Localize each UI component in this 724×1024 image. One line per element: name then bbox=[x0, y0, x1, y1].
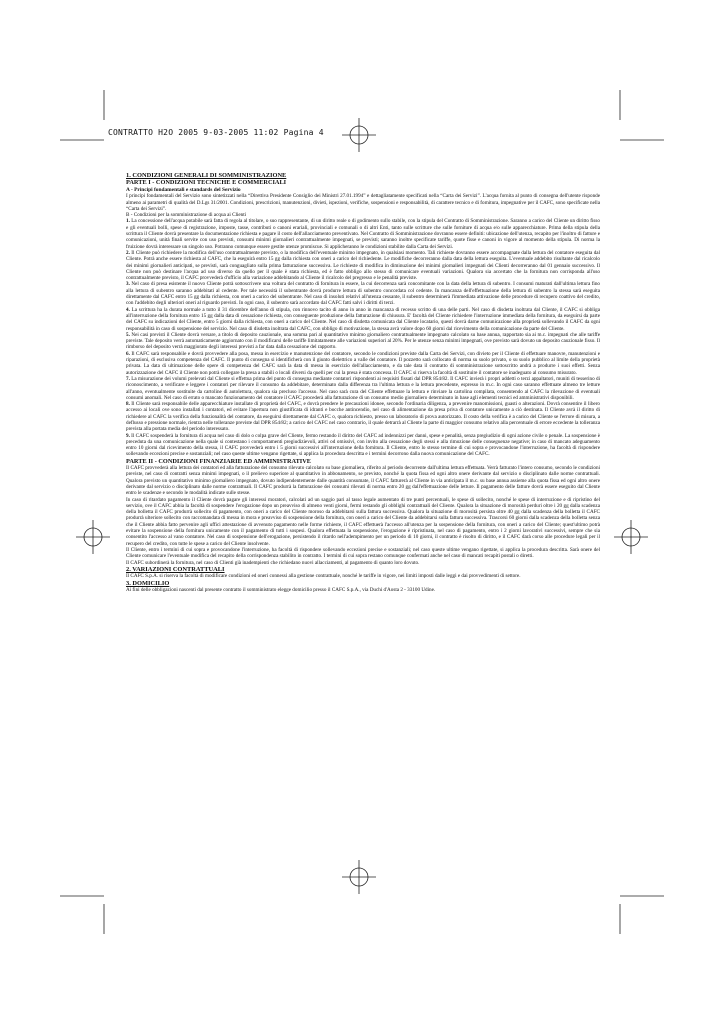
part-1-heading: PARTE I - CONDIZIONI TECNICHE E COMMERCIALI bbox=[126, 179, 287, 187]
clause-number: 2. bbox=[126, 249, 130, 256]
clause-paragraph bbox=[126, 351, 600, 376]
section-2-heading: 2. VARIAZIONI CONTRATTUALI bbox=[126, 565, 225, 573]
clause-paragraph bbox=[126, 250, 600, 281]
clause-paragraph bbox=[126, 307, 600, 332]
part-2-heading: PARTE II - CONDIZIONI FINANZIARIE ED AMMINISTRATIVE bbox=[126, 457, 311, 465]
part-2-paragraph: Il Cliente, entro i termini di cui sopra e provocandone l'interruzione, ha facoltà di rispondere sollevando eccezioni precise e sostanziali; nel caso queste ultime vengano rigettate, si applica la procedura descritta. Sarà onere del Cliente comunicare l'eventuale modifica del recapito della corrispondenza stabilito in contratto. I termini di cui sopra restano comunque confermati anche nel caso di mancati recapiti postali o diretti. bbox=[126, 546, 600, 560]
clause-paragraph bbox=[126, 281, 600, 306]
part-2-paragraph: Il CAFC subordinerà la fornitura, nel caso di Clienti già inadempienti che richiedano nuovi allacciamenti, al pagamento di quanto loro dovuto. bbox=[126, 559, 420, 566]
clause-number: 5. bbox=[126, 331, 130, 338]
section-3-paragraph: Ai fini delle obbligazioni nascenti dal presente contratto il somministrato elegge domicilio presso il CAFC S.p.A., via Duchi d'Aosta 2 - 33100 Udine. bbox=[126, 586, 436, 593]
part-2-body bbox=[126, 465, 600, 566]
clause-text: Nei casi previsti il Cliente dovrà versare, a titolo di deposito cauzionale, una somma pari al quantitativo minimo giornaliero contrattualmente impegnato calcolato su base annua, rapportato sia ai m.c. impegnati che alle tariffe previste. Tale deposito verrà automaticamente aggiornato con il modificarsi delle tariffe limitatamente alle variazioni superiori al 20%. Per le utenze senza minimi impegnati, ove previsto sarà dovuto un deposito cauzionale fisso. Il rimborso del deposito verrà maggiorato degli interessi previsti a far data dalla cessazione del rapporto. bbox=[126, 331, 600, 351]
contract-page bbox=[126, 172, 600, 593]
clause-paragraph bbox=[126, 433, 600, 458]
clause-text: Il CAFC sarà responsabile e dovrà provvedere alla posa, messa in esercizio e manutenzione del contatore, secondo le condizioni previste dalla Carta dei Servizi, con divieto per il Cliente di effettuare manovre, manutenzioni e riparazioni, di esclusiva competenza del CAFC. Il punto di consegna si identificherà con il giunto dielettrico a valle del contatore. Il pozzetto sarà collocato di norma su suolo privato, o su suolo pubblico al limite della proprietà privata. La data di ultimazione delle opere di competenza del CAFC sarà la data di messa in esercizio dell'allacciamento, e da tale data il contratto di somministrazione sottoscritto andrà a produrre i suoi effetti. Senza autorizzazione del CAFC il Cliente non potrà collegare la presa a stabili o locali diversi da quelli per cui la presa è stata concessa. Il CAFC si riserva la facoltà di sostituire il contatore se inadeguato al consumo misurato. bbox=[126, 350, 600, 376]
numbered-clauses bbox=[126, 218, 600, 457]
clause-paragraph bbox=[126, 376, 600, 401]
clause-paragraph bbox=[126, 218, 600, 249]
clause-number: 7. bbox=[126, 375, 130, 382]
clause-text: Il CAFC sospenderà la fornitura di acqua nel caso di dolo o colpa grave del Cliente, fermo restando il diritto del CAFC ad indennizzi per danni, spese e penalità, senza pregiudizio di ogni azione civile o penale. La sospensione è preceduta da una comunicazione nella quale si contestano i comportamenti pregiudizievoli, attivi od omissivi, con invito alla cessazione degli stessi e alla rimozione delle conseguenze negative; in caso di mancato adeguamento entro 10 giorni dal ricevimento della stessa, il CAFC provvederà entro i 5 giorni successivi all'interruzione della fornitura. Il Cliente, entro lo stesso termine di cui sopra e provocandone l'interruzione, ha facoltà di rispondere sollevando eccezioni precise e sostanziali; nel caso queste ultime vengano rigettate, si applica la procedura descritta e i termini decorrono dalla nuova comunicazione del CAFC. bbox=[126, 432, 600, 458]
clause-text: Il Cliente può richiedere la modifica dell'uso contrattualmente previsto, o la modifica dell'eventuale minimo impegnato, in qualsiasi momento. Tali richieste dovranno essere accompagnate dalla lettura del contatore eseguita dal Cliente. Potrà anche essere richiesta al CAFC, che la eseguirà entro 15 gg dalla richiesta con oneri a carico del richiedente. Le modifiche decorreranno dalla data della lettura eseguita. L'eventuale addebito risultante dal ricalcolo dei minimi giornalieri anticipati, se previsti, sarà conguagliato sulla prima fatturazione successiva. Le richieste di modifica in diminuzione dei minimi giornalieri impegnati dei Clienti decorreranno dal 01 gennaio successivo. Il Cliente non può destinare l'acqua ad uso diverso da quello per il quale è stata richiesta, ed è fatto obbligo allo stesso di comunicare eventuali variazioni. Qualora sia accertato che la fornitura non corrisponda all'uso contrattualmente previsto, il CAFC provvederà d'ufficio alla variazione addebitando al Cliente il ricalcolo del pregresso e le penalità previste. bbox=[126, 249, 600, 282]
clause-text: Il Cliente sarà responsabile delle apparecchiature installate di proprietà del CAFC, e dovrà prendere le precauzioni idonee, secondo l'ordinaria diligenza, a prevenire manomissioni, guasti o alterazioni. Dovrà consentire il libero accesso ai locali ove sono installati i contatori, ed evitare l'apertura non giustificata di idranti e bocche antincendio, nel caso di alimentazione da presa priva di contatore unicamente a ciò destinata. Il Cliente avrà il diritto di richiedere al CAFC la verifica della funzionalità del contatore, da eseguirsi direttamente dal CAFC o, qualora richiesto, presso un laboratorio di prova autorizzato. Il costo della verifica è a carico del Cliente se l'errore di misura, a deflusso e pressione normale, rientra nelle tolleranze previste dal DPR 854/82; a carico del CAFC nel caso contrario, il quale detrarrà al Cliente la parte di maggior consumo relativo alla percentuale di errore eccedente la tolleranza prevista alla portata media del periodo interessato. bbox=[126, 401, 600, 433]
section-2-paragraph: Il CAFC S.p.A. si riserva la facoltà di modificare condizioni ed oneri connessi alla gestione contrattuale, nonché le tariffe in vigore, nei limiti imposti dalle leggi e dai provvedimenti di settore. bbox=[126, 573, 521, 580]
clause-paragraph bbox=[126, 332, 600, 351]
intro-paragraph: I principi fondamentali del Servizio sono sintetizzati nella “Direttiva Presidente Consiglio dei Ministri 27.01.1994” e dettagliatamente specificati nella “Carta dei Servizi”. L'acqua fornita al punto di consegna dell'utente risponde almeno ai parametri di qualità del D.Lgs 31/2001. Condizioni, prescrizioni, manutenzioni, divieti, ispezioni, verifiche, sospensioni e responsabilità, di carattere tecnico e di fornitura, impegnative per il CAFC, sono specificate nella “Carta dei Servizi”. bbox=[126, 193, 600, 212]
clause-text: Nel caso di presa esistente il nuovo Cliente potrà sottoscrivere una voltura del contratto di fornitura in essere, la cui decorrenza sarà concomitante con la data della lettura di subentro. I consumi maturati dall'ultima lettura fino alla lettura di subentro saranno addebitati al cedente. Per tale necessità il subentrante dovrà produrre lettura di subentro concordata col cedente. In mancanza dell'effettuazione della lettura di subentro la stessa sarà eseguita direttamente dal CAFC entro 15 gg dalla richiesta, con oneri a carico del subentrante. Nel caso di insoluti relativi all'utenza cessante, il subentro determinerà l'immediata attivazione delle procedure di recupero coattivo del credito, con l'addebito degli ulteriori oneri al riguardo previsti. In ogni caso, il subentro sarà accordato dal CAFC fatti salvi i diritti di terzi. bbox=[126, 281, 600, 307]
clause-number: 6. bbox=[126, 350, 130, 357]
section-1-heading: 1. CONDIZIONI GENERALI DI SOMMINISTRAZIONE bbox=[126, 172, 287, 179]
section-3-heading: 3. DOMICILIO bbox=[126, 579, 170, 587]
part-2-paragraph: Il CAFC provvederà alla lettura dei contatori ed alla fatturazione del consumo rilevato calcolato su base giornaliera, riferito al periodo decorrente dall'ultima lettura effettuata. Verrà fatturato l'intero consumo, secondo le condizioni previste, nel caso di contratti senza minimi impegnati, o il prelievo superiore al quantitativo in abbonamento, se previsto, nonché la quota fissa ed ogni altro onere derivante dal servizio o disciplinato dalle norme contrattuali. Qualora previsto un quantitativo minimo giornaliero impegnato, dovuto indipendentemente dalle quantità consumate, il CAFC fatturerà al Cliente in via anticipata il m.c. su base annua assieme alla quota fissa ed ogni altro onere derivante dal servizio o disciplinato dalle norme contrattuali. Il CAFC produrrà la fatturazione dei consumi rilevati di norma entro 20 gg dall'effettuazione delle letture. Il pagamento delle fatture dovrà essere eseguito dal Cliente entro le scadenze e secondo le modalità indicate sulle stesse. bbox=[126, 465, 600, 497]
clause-text: La concessione dell'acqua potabile sarà fatta di regola al titolare, o suo rappresentante, di un diritto reale o di godimento sullo stabile, con la stipula del Contratto di Somministrazione. Saranno a carico del Cliente un diritto fisso e gli eventuali bolli, spese di registrazione, imposte, tasse, contributi o canoni erariali, provinciali e comunali o di altri Enti, tanto sulle scritture che sulle forniture di acqua e/o sulle apparecchiature. Prima della stipula della scrittura il Cliente dovrà presentare la documentazione richiesta e pagare il costo dell'allacciamento preventivato. Nel Contratto di Somministrazione dovranno essere definiti: ubicazione dell'utenza, recapito per l'inoltro di fatture e comunicazioni, unità finali servite con uso previsti, consumi minimi giornalieri contrattualmente impegnati, se previsti; saranno inoltre specificate tariffe, quote fisse e canoni in vigore al momento della stipula. Di norma la fruizione dovrà interessare un singolo uso. Potranno comunque essere gestite utenze promiscue. Si applicheranno le condizioni stabilite dalla Carta dei Servizi. bbox=[126, 218, 600, 250]
clause-text: La misurazione dei volumi prelevati dal Cliente si effettua prima del punto di consegna mediante contatori rispondenti ai requisiti fissati dal DPR 854/82. Il CAFC invierà i propri addetti o terzi appaltatori, muniti di tesserino di riconoscimento, a verificare e leggere i contatori per rilevare il consumo da addebitare, determinato dalla differenza tra l'ultima lettura e la lettura precedente, espresso in m.c. In ogni caso saranno effettuate almeno tre letture all'anno, eventualmente sostituite da cartoline di autolettura, qualora sia precluso l'accesso. Nel caso sarà cura del Cliente effettuare la lettura e rinviare la cartolina compilata, consentendo al CAFC la rilevazione di eventuali consumi anomali. Nel caso di errato o mancato funzionamento del contatore il CAFC procederà alla fatturazione di un consumo medio giornaliero determinato in base agli elementi tecnici ed amministrativi disponibili. bbox=[126, 375, 600, 401]
section-a-heading: A - Principi fondamentali e standards del Servizio bbox=[126, 186, 241, 193]
section-b-heading: B - Condizioni per la somministrazione di acqua ai Clienti bbox=[126, 212, 247, 219]
clause-paragraph bbox=[126, 401, 600, 432]
clause-number: 9. bbox=[126, 432, 130, 439]
part-2-paragraph: In caso di ritardato pagamento il Cliente dovrà pagare gli interessi moratori, calcolati ad un saggio pari al tasso legale aumentato di tre punti percentuali, le spese di sollecito, nonché le spese di interruzione e di ripristino del servizio, ove il CAFC abbia la facoltà di sospendere l'erogazione dopo un preavviso di almeno venti giorni, fermi restando gli obblighi contrattuali del Cliente. Qualora la situazione di morosità perduri oltre i 20 gg dalla scadenza della bolletta il CAFC produrrà sollecito di pagamento, con oneri a carico del Cliente moroso da addebitarsi sulla fattura successiva. Qualora la situazione di morosità persista oltre 40 gg dalla scadenza della bolletta il CAFC produrrà ulteriore sollecito con raccomandata di messa in mora e preavviso di sospensione della fornitura, con oneri a carico del Cliente da addebitarsi sulla fattura successiva. Trascorsi 60 giorni dalla scadenza della bolletta senza che il Cliente abbia fatto pervenire agli uffici attestazione di avvenuto pagamento nelle forme richieste, il CAFC effettuerà l'accesso all'utenza per la sospensione della fornitura, con oneri a carico del Cliente; quest'ultimo potrà evitare la sospensione della fornitura unicamente con il pagamento di tutti i sospesi. Qualora effettuata la sospensione, l'erogazione è ripristinata, nel caso di pagamento, entro i 2 giorni lavorativi successivi, sempre che sia consentito l'accesso al vano contatore. Nel caso di sospensione dell'erogazione, persistendo il ritardo nell'adempimento per un periodo di 10 giorni, il contratto è risolto di diritto, e il CAFC darà corso alle procedure legali per il recupero del credito, con tutte le spese a carico del Cliente insolvente. bbox=[126, 496, 600, 547]
clause-number: 1. bbox=[126, 218, 130, 225]
clause-number: 3. bbox=[126, 281, 130, 288]
clause-number: 8. bbox=[126, 401, 130, 408]
clause-text: La scrittura ha la durata normale a tutto il 31 dicembre dell'anno di stipula, con rinnovo tacito di anno in anno in mancanza di recesso scritto di una delle parti. Nel caso di disdetta inoltrata dal Cliente, il CAFC si obbliga all'interruzione della fornitura entro 15 gg dalla data di cessazione richiesta, con conseguente produzione della fatturazione di chiusura. E' facoltà del Cliente richiedere l'interruzione immediata della fornitura, da eseguirsi da parte del CAFC su indicazioni del Cliente, entro 5 giorni dalla richiesta, con oneri a carico del Cliente. Nel caso di disdetta comunicata dal Cliente locatario, questi dovrà darne comunicazione alla proprietà sollevando il CAFC da ogni responsabilità in caso di sospensione del servizio. Nel caso di disdetta inoltrata dal CAFC, con obbligo di motivazione, la stessa avrà valore dopo 60 giorni dal ricevimento della comunicazione da parte del Cliente. bbox=[126, 306, 600, 332]
print-slug: CONTRATTO H2O 2005 9-03-2005 11:02 Pagina 4 bbox=[108, 128, 324, 137]
clause-number: 4. bbox=[126, 306, 130, 313]
